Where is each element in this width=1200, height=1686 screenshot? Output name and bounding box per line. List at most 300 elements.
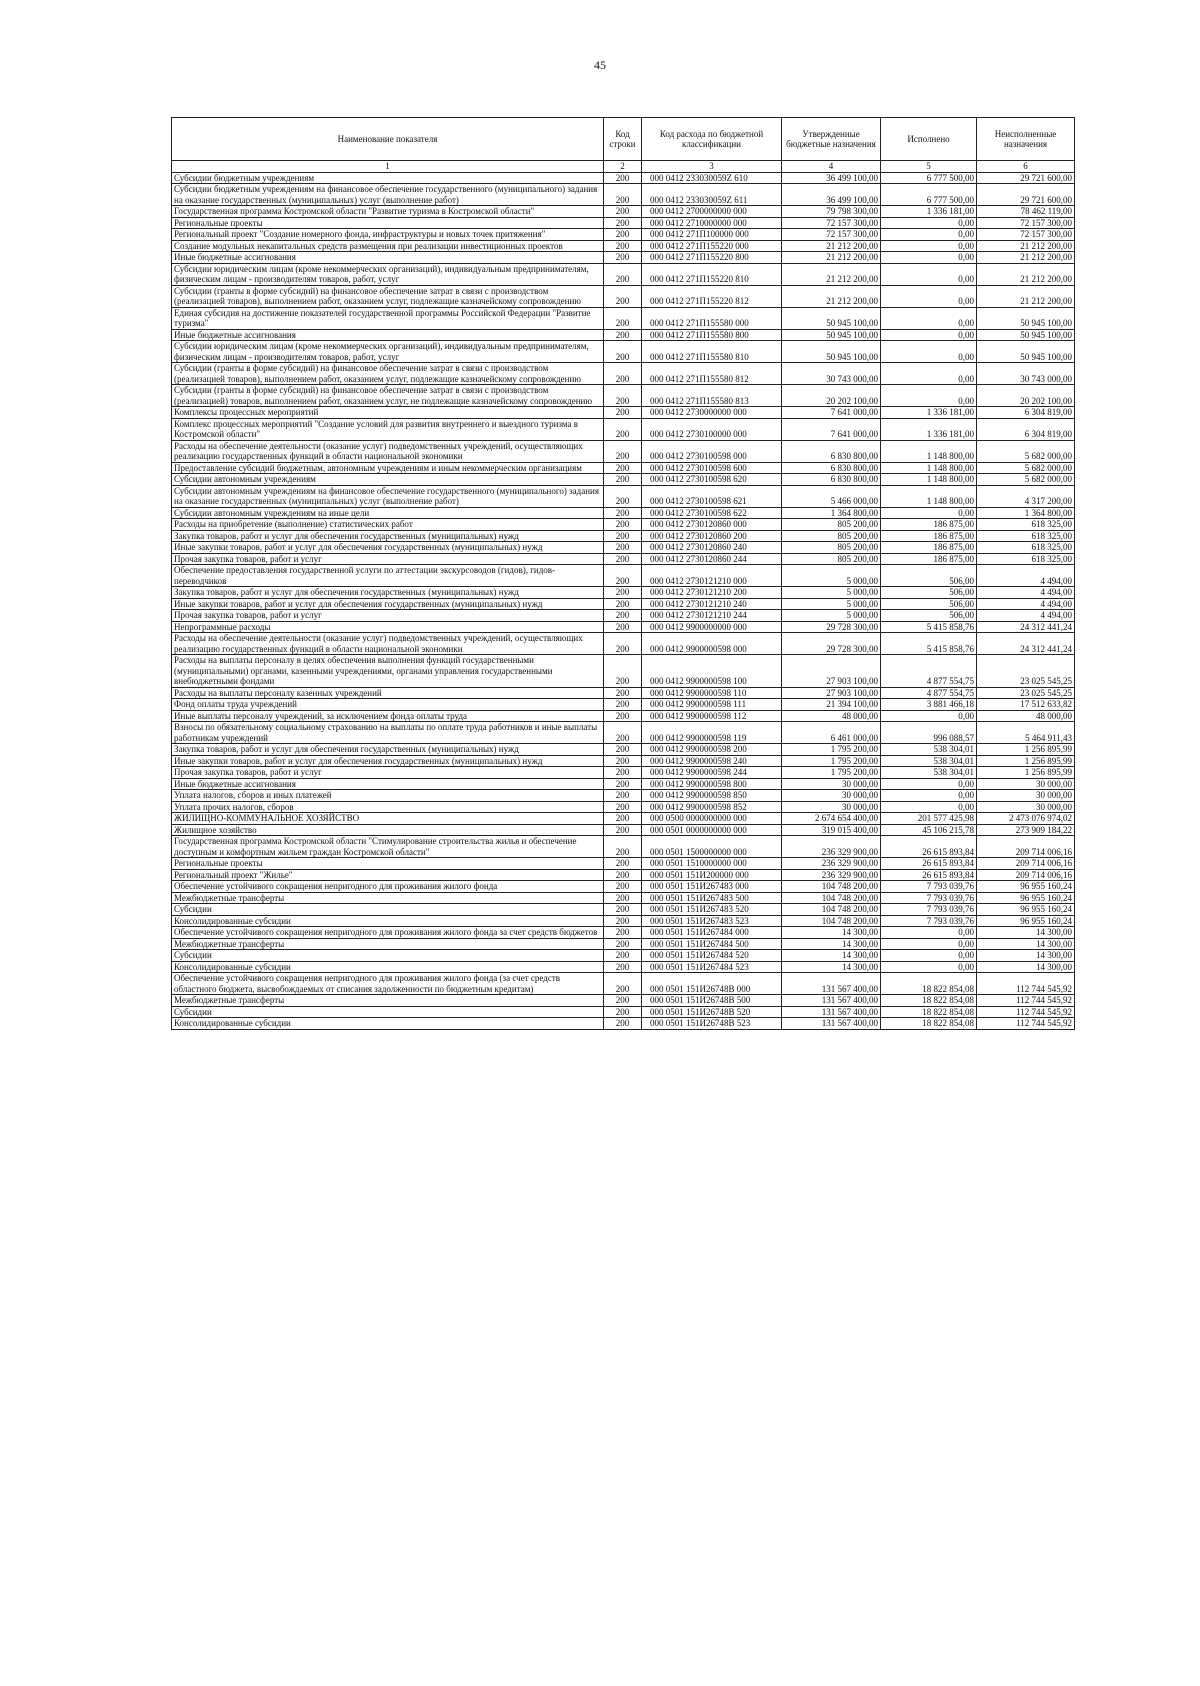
classification-code-cell: 000 0501 151И267484 500	[642, 938, 782, 950]
line-code-cell: 200	[604, 184, 642, 206]
approved-amount-cell: 805 200,00	[782, 519, 881, 531]
unexecuted-amount-cell: 72 157 300,00	[977, 217, 1075, 229]
indicator-name-cell: ЖИЛИЩНО-КОММУНАЛЬНОЕ ХОЗЯЙСТВО	[172, 813, 604, 825]
classification-code-cell: 000 0501 151И26748В 523	[642, 1018, 782, 1030]
executed-amount-cell: 18 822 854,08	[881, 1006, 977, 1018]
line-code-cell: 200	[604, 172, 642, 184]
line-code-cell: 200	[604, 240, 642, 252]
executed-amount-cell: 0,00	[881, 778, 977, 790]
unexecuted-amount-cell: 96 955 160,24	[977, 904, 1075, 916]
classification-code-cell: 000 0412 2730120860 200	[642, 530, 782, 542]
approved-amount-cell: 36 499 100,00	[782, 172, 881, 184]
header-executed: Исполнено	[881, 118, 977, 161]
approved-amount-cell: 236 329 900,00	[782, 836, 881, 858]
approved-amount-cell: 50 945 100,00	[782, 307, 881, 329]
line-code-cell: 200	[604, 598, 642, 610]
executed-amount-cell: 506,00	[881, 565, 977, 587]
approved-amount-cell: 104 748 200,00	[782, 904, 881, 916]
classification-code-cell: 000 0501 151И267483 500	[642, 892, 782, 904]
table-row	[172, 687, 1075, 699]
executed-amount-cell: 506,00	[881, 598, 977, 610]
table-row	[172, 598, 1075, 610]
executed-amount-cell: 18 822 854,08	[881, 995, 977, 1007]
executed-amount-cell: 0,00	[881, 240, 977, 252]
executed-amount-cell: 0,00	[881, 363, 977, 385]
table-row	[172, 206, 1075, 218]
classification-code-cell: 000 0412 233030059Z 611	[642, 184, 782, 206]
classification-code-cell: 000 0412 271П155580 813	[642, 385, 782, 407]
line-code-cell: 200	[604, 206, 642, 218]
indicator-name-cell: Расходы на обеспечение деятельности (оказание услуг) подведомственных учреждений, осуществляющих реализацию государственных функций в области национальной экономики	[172, 633, 604, 655]
approved-amount-cell: 131 567 400,00	[782, 1006, 881, 1018]
unexecuted-amount-cell: 6 304 819,00	[977, 418, 1075, 440]
line-code-cell: 200	[604, 869, 642, 881]
table-row	[172, 621, 1075, 633]
classification-code-cell: 000 0412 2730120860 000	[642, 519, 782, 531]
page-number: 45	[594, 58, 606, 72]
approved-amount-cell: 21 212 200,00	[782, 252, 881, 264]
table-row	[172, 813, 1075, 825]
classification-code-cell: 000 0500 0000000000 000	[642, 813, 782, 825]
table-row	[172, 767, 1075, 779]
executed-amount-cell: 186 875,00	[881, 553, 977, 565]
unexecuted-amount-cell: 21 212 200,00	[977, 285, 1075, 307]
indicator-name-cell: Иные выплаты персоналу учреждений, за исключением фонда оплаты труда	[172, 710, 604, 722]
table-row	[172, 184, 1075, 206]
classification-code-cell: 000 0501 151И26748В 000	[642, 973, 782, 995]
indicator-name-cell: Субсидии	[172, 904, 604, 916]
approved-amount-cell: 805 200,00	[782, 530, 881, 542]
executed-amount-cell: 5 415 858,76	[881, 621, 977, 633]
executed-amount-cell: 0,00	[881, 801, 977, 813]
table-row	[172, 801, 1075, 813]
approved-amount-cell: 6 830 800,00	[782, 462, 881, 474]
indicator-name-cell: Субсидии автономным учреждениям на иные цели	[172, 507, 604, 519]
classification-code-cell: 000 0412 9900000000 000	[642, 621, 782, 633]
unexecuted-amount-cell: 4 317 200,00	[977, 485, 1075, 507]
approved-amount-cell: 6 830 800,00	[782, 474, 881, 486]
table-row	[172, 407, 1075, 419]
approved-amount-cell: 72 157 300,00	[782, 217, 881, 229]
unexecuted-amount-cell: 112 744 545,92	[977, 995, 1075, 1007]
table-row	[172, 869, 1075, 881]
line-code-cell: 200	[604, 621, 642, 633]
line-code-cell: 200	[604, 474, 642, 486]
unexecuted-amount-cell: 50 945 100,00	[977, 329, 1075, 341]
classification-code-cell: 000 0412 271П155580 812	[642, 363, 782, 385]
approved-amount-cell: 21 212 200,00	[782, 285, 881, 307]
table-row	[172, 329, 1075, 341]
table-row	[172, 553, 1075, 565]
header-approved-appropriations: Утвержденные бюджетные назначения	[782, 118, 881, 161]
line-code-cell: 200	[604, 285, 642, 307]
line-code-cell: 200	[604, 710, 642, 722]
line-code-cell: 200	[604, 462, 642, 474]
approved-amount-cell: 14 300,00	[782, 950, 881, 962]
executed-amount-cell: 26 615 893,84	[881, 836, 977, 858]
line-code-cell: 200	[604, 755, 642, 767]
indicator-name-cell: Иные закупки товаров, работ и услуг для обеспечения государственных (муниципальных) нужд	[172, 542, 604, 554]
table-row	[172, 530, 1075, 542]
line-code-cell: 200	[604, 915, 642, 927]
line-code-cell: 200	[604, 341, 642, 363]
indicator-name-cell: Закупка товаров, работ и услуг для обеспечения государственных (муниципальных) нужд	[172, 530, 604, 542]
executed-amount-cell: 538 304,01	[881, 755, 977, 767]
executed-amount-cell: 0,00	[881, 341, 977, 363]
classification-code-cell: 000 0412 2730100000 000	[642, 418, 782, 440]
executed-amount-cell: 7 793 039,76	[881, 881, 977, 893]
line-code-cell: 200	[604, 722, 642, 744]
indicator-name-cell: Закупка товаров, работ и услуг для обеспечения государственных (муниципальных) нужд	[172, 587, 604, 599]
indicator-name-cell: Комплексы процессных мероприятий	[172, 407, 604, 419]
approved-amount-cell: 1 795 200,00	[782, 755, 881, 767]
column-number: 6	[977, 161, 1075, 173]
indicator-name-cell: Субсидии бюджетным учреждениям на финансовое обеспечение государственного (муниципального) задания на оказание государственных (муниципальных) услуг (выполнение работ)	[172, 184, 604, 206]
table-row	[172, 418, 1075, 440]
executed-amount-cell: 26 615 893,84	[881, 858, 977, 870]
header-line-code: Код строки	[604, 118, 642, 161]
unexecuted-amount-cell: 23 025 545,25	[977, 687, 1075, 699]
line-code-cell: 200	[604, 881, 642, 893]
approved-amount-cell: 21 212 200,00	[782, 240, 881, 252]
classification-code-cell: 000 0501 151И267484 520	[642, 950, 782, 962]
unexecuted-amount-cell: 21 212 200,00	[977, 240, 1075, 252]
unexecuted-amount-cell: 21 212 200,00	[977, 263, 1075, 285]
classification-code-cell: 000 0412 271П155580 000	[642, 307, 782, 329]
indicator-name-cell: Обеспечение предоставления государственной услуги по аттестации экскурсоводов (гидов), гидов-переводчиков	[172, 565, 604, 587]
executed-amount-cell: 6 777 500,00	[881, 172, 977, 184]
approved-amount-cell: 7 641 000,00	[782, 418, 881, 440]
table-row	[172, 824, 1075, 836]
executed-amount-cell: 0,00	[881, 217, 977, 229]
executed-amount-cell: 4 877 554,75	[881, 655, 977, 688]
unexecuted-amount-cell: 96 955 160,24	[977, 881, 1075, 893]
indicator-name-cell: Расходы на выплаты персоналу в целях обеспечения выполнения функций государственными (муниципальными) органами, казенными учреждениями, органами управления государственными внебюджетными фондами	[172, 655, 604, 688]
classification-code-cell: 000 0501 151И267483 000	[642, 881, 782, 893]
unexecuted-amount-cell: 24 312 441,24	[977, 633, 1075, 655]
executed-amount-cell: 0,00	[881, 938, 977, 950]
indicator-name-cell: Иные закупки товаров, работ и услуг для обеспечения государственных (муниципальных) нужд	[172, 598, 604, 610]
line-code-cell: 200	[604, 485, 642, 507]
unexecuted-amount-cell: 4 494,00	[977, 598, 1075, 610]
executed-amount-cell: 0,00	[881, 229, 977, 241]
executed-amount-cell: 0,00	[881, 385, 977, 407]
indicator-name-cell: Консолидированные субсидии	[172, 915, 604, 927]
unexecuted-amount-cell: 4 494,00	[977, 610, 1075, 622]
indicator-name-cell: Взносы по обязательному социальному страхованию на выплаты по оплате труда работников и иные выплаты работникам учреждений	[172, 722, 604, 744]
table-row	[172, 542, 1075, 554]
indicator-name-cell: Обеспечение устойчивого сокращения непригодного для проживания жилого фонда	[172, 881, 604, 893]
executed-amount-cell: 186 875,00	[881, 519, 977, 531]
table-row	[172, 858, 1075, 870]
unexecuted-amount-cell: 96 955 160,24	[977, 915, 1075, 927]
classification-code-cell: 000 0501 151И267483 520	[642, 904, 782, 916]
classification-code-cell: 000 0412 2730100598 622	[642, 507, 782, 519]
approved-amount-cell: 27 903 100,00	[782, 687, 881, 699]
executed-amount-cell: 4 877 554,75	[881, 687, 977, 699]
line-code-cell: 200	[604, 961, 642, 973]
classification-code-cell: 000 0412 2730120860 240	[642, 542, 782, 554]
column-number: 3	[642, 161, 782, 173]
unexecuted-amount-cell: 618 325,00	[977, 553, 1075, 565]
unexecuted-amount-cell: 209 714 006,16	[977, 836, 1075, 858]
table-row	[172, 722, 1075, 744]
executed-amount-cell: 18 822 854,08	[881, 973, 977, 995]
executed-amount-cell: 5 415 858,76	[881, 633, 977, 655]
approved-amount-cell: 50 945 100,00	[782, 341, 881, 363]
unexecuted-amount-cell: 5 464 911,43	[977, 722, 1075, 744]
table-row	[172, 927, 1075, 939]
indicator-name-cell: Региональный проект "Жилье"	[172, 869, 604, 881]
line-code-cell: 200	[604, 252, 642, 264]
executed-amount-cell: 0,00	[881, 252, 977, 264]
unexecuted-amount-cell: 112 744 545,92	[977, 1018, 1075, 1030]
executed-amount-cell: 6 777 500,00	[881, 184, 977, 206]
header-budget-classification-code: Код расхода по бюджетной классификации	[642, 118, 782, 161]
indicator-name-cell: Межбюджетные трансферты	[172, 892, 604, 904]
indicator-name-cell: Уплата прочих налогов, сборов	[172, 801, 604, 813]
classification-code-cell: 000 0412 2730121210 200	[642, 587, 782, 599]
approved-amount-cell: 79 798 300,00	[782, 206, 881, 218]
approved-amount-cell: 5 000,00	[782, 598, 881, 610]
indicator-name-cell: Региональные проекты	[172, 217, 604, 229]
unexecuted-amount-cell: 618 325,00	[977, 519, 1075, 531]
indicator-name-cell: Субсидии (гранты в форме субсидий) на финансовое обеспечение затрат в связи с производством (реализацией товаров), выполнением работ, оказанием услуг, подлежащие казначейскому сопровождению	[172, 285, 604, 307]
line-code-cell: 200	[604, 687, 642, 699]
classification-code-cell: 000 0412 2730121210 244	[642, 610, 782, 622]
line-code-cell: 200	[604, 385, 642, 407]
classification-code-cell: 000 0412 9900000598 119	[642, 722, 782, 744]
line-code-cell: 200	[604, 744, 642, 756]
classification-code-cell: 000 0412 2730121210 240	[642, 598, 782, 610]
table-row	[172, 285, 1075, 307]
indicator-name-cell: Жилищное хозяйство	[172, 824, 604, 836]
line-code-cell: 200	[604, 790, 642, 802]
table-row	[172, 229, 1075, 241]
table-row	[172, 778, 1075, 790]
classification-code-cell: 000 0501 151И26748В 500	[642, 995, 782, 1007]
table-row	[172, 474, 1075, 486]
classification-code-cell: 000 0412 9900000598 112	[642, 710, 782, 722]
classification-code-cell: 000 0412 271П155220 000	[642, 240, 782, 252]
budget-execution-table	[171, 117, 1075, 1030]
table-row	[172, 507, 1075, 519]
classification-code-cell: 000 0412 271П155580 810	[642, 341, 782, 363]
line-code-cell: 200	[604, 418, 642, 440]
table-row	[172, 790, 1075, 802]
line-code-cell: 200	[604, 767, 642, 779]
indicator-name-cell: Создание модульных некапитальных средств размещения при реализации инвестиционных проектов	[172, 240, 604, 252]
approved-amount-cell: 131 567 400,00	[782, 1018, 881, 1030]
approved-amount-cell: 1 364 800,00	[782, 507, 881, 519]
approved-amount-cell: 805 200,00	[782, 553, 881, 565]
indicator-name-cell: Закупка товаров, работ и услуг для обеспечения государственных (муниципальных) нужд	[172, 744, 604, 756]
classification-code-cell: 000 0501 151И267484 000	[642, 927, 782, 939]
line-code-cell: 200	[604, 655, 642, 688]
table-row	[172, 587, 1075, 599]
table-row	[172, 961, 1075, 973]
table-row	[172, 263, 1075, 285]
unexecuted-amount-cell: 618 325,00	[977, 542, 1075, 554]
classification-code-cell: 000 0412 9900000598 111	[642, 699, 782, 711]
indicator-name-cell: Фонд оплаты труда учреждений	[172, 699, 604, 711]
indicator-name-cell: Иные бюджетные ассигнования	[172, 778, 604, 790]
classification-code-cell: 000 0501 151И200000 000	[642, 869, 782, 881]
unexecuted-amount-cell: 23 025 545,25	[977, 655, 1075, 688]
indicator-name-cell: Субсидии автономным учреждениям на финансовое обеспечение государственного (муниципального) задания на оказание государственных (муниципальных) услуг (выполнение работ)	[172, 485, 604, 507]
executed-amount-cell: 538 304,01	[881, 767, 977, 779]
executed-amount-cell: 0,00	[881, 950, 977, 962]
approved-amount-cell: 104 748 200,00	[782, 881, 881, 893]
executed-amount-cell: 7 793 039,76	[881, 915, 977, 927]
classification-code-cell: 000 0501 151И267483 523	[642, 915, 782, 927]
approved-amount-cell: 131 567 400,00	[782, 995, 881, 1007]
line-code-cell: 200	[604, 836, 642, 858]
executed-amount-cell: 538 304,01	[881, 744, 977, 756]
executed-amount-cell: 1 336 181,00	[881, 418, 977, 440]
executed-amount-cell: 0,00	[881, 961, 977, 973]
indicator-name-cell: Иные закупки товаров, работ и услуг для обеспечения государственных (муниципальных) нужд	[172, 755, 604, 767]
unexecuted-amount-cell: 209 714 006,16	[977, 869, 1075, 881]
approved-amount-cell: 131 567 400,00	[782, 973, 881, 995]
unexecuted-amount-cell: 5 682 000,00	[977, 440, 1075, 462]
executed-amount-cell: 3 881 466,18	[881, 699, 977, 711]
line-code-cell: 200	[604, 1006, 642, 1018]
approved-amount-cell: 5 000,00	[782, 565, 881, 587]
line-code-cell: 200	[604, 507, 642, 519]
table-row	[172, 1018, 1075, 1030]
executed-amount-cell: 0,00	[881, 790, 977, 802]
indicator-name-cell: Субсидии (гранты в форме субсидий) на финансовое обеспечение затрат в связи с производством (реализацией) товаров, выполнением работ, оказанием услуг, не подлежащие казначейскому сопровождению	[172, 385, 604, 407]
unexecuted-amount-cell: 1 256 895,99	[977, 744, 1075, 756]
header-indicator-name: Наименование показателя	[172, 118, 604, 161]
table-row	[172, 519, 1075, 531]
unexecuted-amount-cell: 50 945 100,00	[977, 307, 1075, 329]
line-code-cell: 200	[604, 519, 642, 531]
executed-amount-cell: 26 615 893,84	[881, 869, 977, 881]
approved-amount-cell: 104 748 200,00	[782, 915, 881, 927]
approved-amount-cell: 236 329 900,00	[782, 858, 881, 870]
unexecuted-amount-cell: 50 945 100,00	[977, 341, 1075, 363]
unexecuted-amount-cell: 14 300,00	[977, 950, 1075, 962]
table-row	[172, 240, 1075, 252]
approved-amount-cell: 1 795 200,00	[782, 744, 881, 756]
executed-amount-cell: 0,00	[881, 710, 977, 722]
executed-amount-cell: 0,00	[881, 507, 977, 519]
indicator-name-cell: Государственная программа Костромской области "Стимулирование строительства жилья и обеспечение доступным и комфортным жильем граждан Костромской области"	[172, 836, 604, 858]
indicator-name-cell: Предоставление субсидий бюджетным, автономным учреждениям и иным некоммерческим организациям	[172, 462, 604, 474]
line-code-cell: 200	[604, 610, 642, 622]
line-code-cell: 200	[604, 407, 642, 419]
classification-code-cell: 000 0412 2700000000 000	[642, 206, 782, 218]
classification-code-cell: 000 0501 151И26748В 520	[642, 1006, 782, 1018]
table-row	[172, 744, 1075, 756]
classification-code-cell: 000 0412 9900000598 850	[642, 790, 782, 802]
line-code-cell: 200	[604, 927, 642, 939]
approved-amount-cell: 21 212 200,00	[782, 263, 881, 285]
approved-amount-cell: 6 830 800,00	[782, 440, 881, 462]
executed-amount-cell: 996 088,57	[881, 722, 977, 744]
unexecuted-amount-cell: 14 300,00	[977, 938, 1075, 950]
table-row	[172, 655, 1075, 688]
table-row	[172, 565, 1075, 587]
indicator-name-cell: Субсидии (гранты в форме субсидий) на финансовое обеспечение затрат в связи с производством (реализацией товаров), выполнением работ, оказанием услуг, подлежащие казначейскому сопровождению	[172, 363, 604, 385]
unexecuted-amount-cell: 29 721 600,00	[977, 172, 1075, 184]
unexecuted-amount-cell: 1 256 895,99	[977, 767, 1075, 779]
executed-amount-cell: 1 148 800,00	[881, 440, 977, 462]
approved-amount-cell: 319 015 400,00	[782, 824, 881, 836]
classification-code-cell: 000 0412 9900000598 100	[642, 655, 782, 688]
indicator-name-cell: Уплата налогов, сборов и иных платежей	[172, 790, 604, 802]
classification-code-cell: 000 0412 2730100598 621	[642, 485, 782, 507]
unexecuted-amount-cell: 2 473 076 974,02	[977, 813, 1075, 825]
header-unexecuted-appropriations: Неисполненные назначения	[977, 118, 1075, 161]
line-code-cell: 200	[604, 950, 642, 962]
executed-amount-cell: 0,00	[881, 307, 977, 329]
indicator-name-cell: Единая субсидия на достижение показателей государственной программы Российской Федерации "Развитие туризма"	[172, 307, 604, 329]
column-number: 4	[782, 161, 881, 173]
executed-amount-cell: 1 148 800,00	[881, 462, 977, 474]
unexecuted-amount-cell: 209 714 006,16	[977, 858, 1075, 870]
line-code-cell: 200	[604, 904, 642, 916]
column-number: 5	[881, 161, 977, 173]
approved-amount-cell: 36 499 100,00	[782, 184, 881, 206]
approved-amount-cell: 29 728 300,00	[782, 621, 881, 633]
indicator-name-cell: Консолидированные субсидии	[172, 961, 604, 973]
line-code-cell: 200	[604, 587, 642, 599]
indicator-name-cell: Непрограммные расходы	[172, 621, 604, 633]
table-row	[172, 307, 1075, 329]
indicator-name-cell: Обеспечение устойчивого сокращения непригодного для проживания жилого фонда за счет средств бюджетов	[172, 927, 604, 939]
approved-amount-cell: 2 674 654 400,00	[782, 813, 881, 825]
approved-amount-cell: 7 641 000,00	[782, 407, 881, 419]
table-row	[172, 462, 1075, 474]
table-row	[172, 363, 1075, 385]
approved-amount-cell: 29 728 300,00	[782, 633, 881, 655]
approved-amount-cell: 30 000,00	[782, 790, 881, 802]
executed-amount-cell: 1 148 800,00	[881, 485, 977, 507]
unexecuted-amount-cell: 17 512 633,82	[977, 699, 1075, 711]
indicator-name-cell: Субсидии автономным учреждениям	[172, 474, 604, 486]
line-code-cell: 200	[604, 263, 642, 285]
indicator-name-cell: Расходы на обеспечение деятельности (оказание услуг) подведомственных учреждений, осуществляющих реализацию государственных функций в области национальной экономики	[172, 440, 604, 462]
executed-amount-cell: 186 875,00	[881, 530, 977, 542]
indicator-name-cell: Прочая закупка товаров, работ и услуг	[172, 610, 604, 622]
unexecuted-amount-cell: 1 256 895,99	[977, 755, 1075, 767]
line-code-cell: 200	[604, 778, 642, 790]
line-code-cell: 200	[604, 892, 642, 904]
line-code-cell: 200	[604, 1018, 642, 1030]
table-row	[172, 1006, 1075, 1018]
table-row	[172, 485, 1075, 507]
unexecuted-amount-cell: 6 304 819,00	[977, 407, 1075, 419]
approved-amount-cell: 48 000,00	[782, 710, 881, 722]
indicator-name-cell: Иные бюджетные ассигнования	[172, 329, 604, 341]
approved-amount-cell: 5 000,00	[782, 610, 881, 622]
approved-amount-cell: 72 157 300,00	[782, 229, 881, 241]
column-number: 2	[604, 161, 642, 173]
classification-code-cell: 000 0412 9900000598 800	[642, 778, 782, 790]
approved-amount-cell: 5 000,00	[782, 587, 881, 599]
line-code-cell: 200	[604, 530, 642, 542]
approved-amount-cell: 30 000,00	[782, 801, 881, 813]
indicator-name-cell: Расходы на приобретение (выполнение) статистических работ	[172, 519, 604, 531]
line-code-cell: 200	[604, 542, 642, 554]
unexecuted-amount-cell: 30 000,00	[977, 801, 1075, 813]
classification-code-cell: 000 0412 2730100598 600	[642, 462, 782, 474]
table-row	[172, 610, 1075, 622]
executed-amount-cell: 7 793 039,76	[881, 892, 977, 904]
